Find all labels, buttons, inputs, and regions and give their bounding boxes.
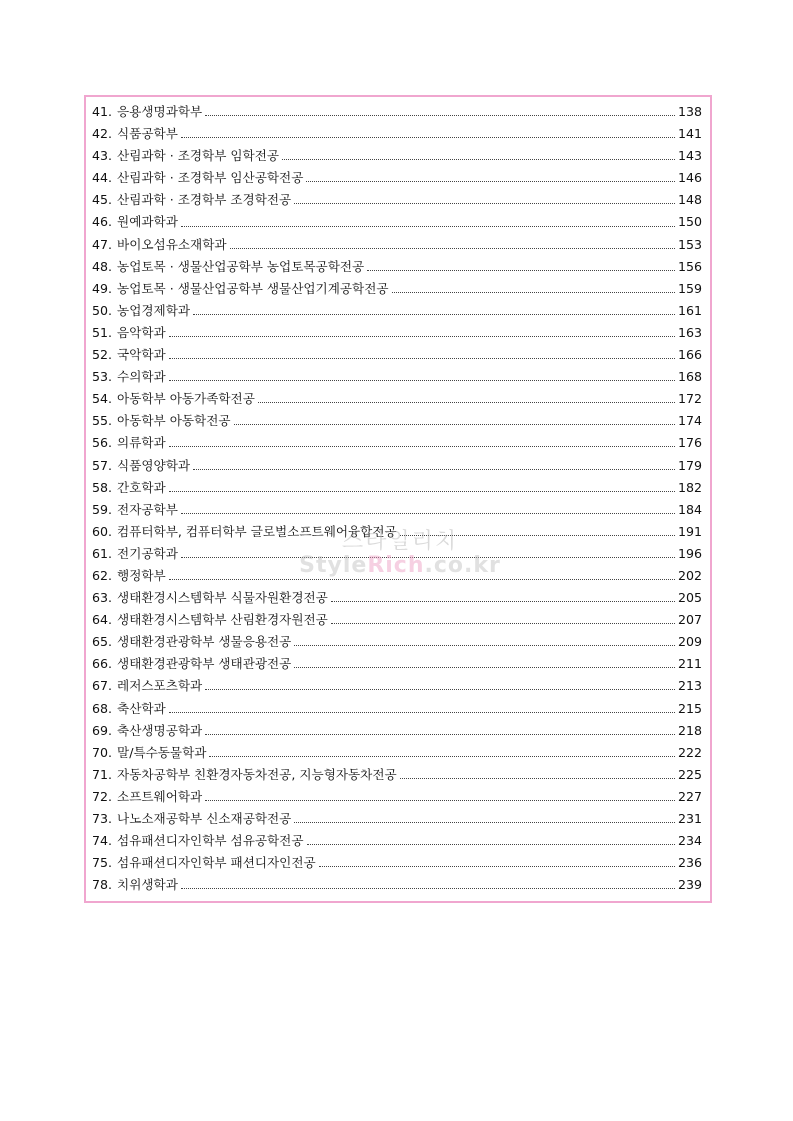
toc-entry[interactable] xyxy=(92,344,702,366)
dotted-leader xyxy=(319,865,675,867)
toc-entry-page: 174 xyxy=(677,413,702,429)
toc-entry-page: 168 xyxy=(677,369,702,385)
toc-entry[interactable] xyxy=(92,742,702,764)
toc-entry[interactable] xyxy=(92,300,702,322)
dotted-leader xyxy=(181,556,675,558)
toc-entry[interactable] xyxy=(92,698,702,720)
toc-entry-number: 51. xyxy=(92,324,113,340)
toc-entry-number: 55. xyxy=(92,413,113,429)
toc-entry-page: 211 xyxy=(677,656,702,672)
toc-entry-number: 62. xyxy=(92,567,113,583)
toc-entry-title: 섬유패션디자인학부 섬유공학전공 xyxy=(117,833,304,849)
dotted-leader xyxy=(331,622,675,624)
toc-entry-title: 생태환경관광학부 생물응용전공 xyxy=(117,634,292,650)
dotted-leader xyxy=(294,202,675,204)
toc-entry[interactable] xyxy=(92,211,702,233)
dotted-leader xyxy=(169,335,675,337)
toc-entry-number: 41. xyxy=(92,104,113,119)
toc-entry-title: 생태환경시스템학부 산림환경자원전공 xyxy=(117,612,328,628)
toc-entry-number: 72. xyxy=(92,788,113,804)
toc-entry-number: 71. xyxy=(92,766,113,782)
toc-entry[interactable] xyxy=(92,587,702,609)
toc-entry-number: 73. xyxy=(92,811,113,826)
toc-entry-title: 산림과학 · 조경학부 임학전공 xyxy=(117,148,280,164)
toc-entry-title: 농업토목 · 생물산업공학부 농업토목공학전공 xyxy=(117,258,365,274)
toc-entry-number: 68. xyxy=(92,700,113,716)
toc-entry-page: 148 xyxy=(677,192,702,208)
toc-entry-number: 50. xyxy=(92,302,113,318)
toc-entry[interactable] xyxy=(92,786,702,808)
watermark-prefix: Style xyxy=(299,553,368,578)
toc-entry-page: 225 xyxy=(677,766,702,782)
dotted-leader xyxy=(367,269,675,271)
toc-entry-page: 156 xyxy=(677,258,702,274)
toc-entry-title: 수의학과 xyxy=(117,369,166,385)
toc-entry[interactable] xyxy=(92,764,702,786)
toc-entry[interactable] xyxy=(92,565,702,587)
toc-entry-title: 섬유패션디자인학부 패션디자인전공 xyxy=(117,855,316,871)
toc-entry-page: 209 xyxy=(677,634,702,650)
dotted-leader xyxy=(169,445,675,447)
toc-entry-title: 응용생명과학부 xyxy=(117,104,203,119)
toc-entry-title: 말/특수동물학과 xyxy=(117,744,207,760)
toc-entry-title: 자동차공학부 친환경자동차전공, 지능형자동차전공 xyxy=(117,766,397,782)
toc-box xyxy=(84,95,712,903)
dotted-leader xyxy=(294,666,675,668)
toc-entry-page: 153 xyxy=(677,236,702,252)
toc-entry-number: 47. xyxy=(92,236,113,252)
toc-entry-title: 축산생명공학과 xyxy=(117,722,203,738)
toc-entry-page: 191 xyxy=(677,523,702,539)
toc-entry-title: 치위생학과 xyxy=(117,877,178,893)
toc-entry[interactable] xyxy=(92,145,702,167)
dotted-leader xyxy=(169,357,675,359)
toc-entry-page: 213 xyxy=(677,678,702,694)
toc-entry-title: 농업경제학과 xyxy=(117,302,191,318)
toc-entry-title: 전자공학부 xyxy=(117,501,178,517)
toc-entry-number: 44. xyxy=(92,170,113,186)
dotted-leader xyxy=(294,821,675,823)
toc-entry-number: 59. xyxy=(92,501,113,517)
toc-entry-number: 58. xyxy=(92,479,113,495)
toc-entry-number: 46. xyxy=(92,214,113,230)
toc-entry[interactable] xyxy=(92,278,702,300)
toc-entry-page: 184 xyxy=(677,501,702,517)
toc-entry[interactable] xyxy=(92,366,702,388)
dotted-leader xyxy=(169,578,675,580)
toc-entry-number: 45. xyxy=(92,192,113,208)
dotted-leader xyxy=(205,733,675,735)
toc-entry-title: 소프트웨어학과 xyxy=(117,788,203,804)
toc-entry[interactable] xyxy=(92,675,702,697)
dotted-leader xyxy=(181,512,675,514)
toc-entry-title: 식품공학부 xyxy=(117,126,178,142)
dotted-leader xyxy=(331,600,675,602)
toc-entry-page: 202 xyxy=(677,567,702,583)
dotted-leader xyxy=(205,688,675,690)
dotted-leader xyxy=(193,313,675,315)
toc-entry[interactable] xyxy=(92,631,702,653)
toc-entry-number: 78. xyxy=(92,877,113,893)
toc-entry-title: 국악학과 xyxy=(117,347,166,363)
watermark-accent: Rich xyxy=(367,553,425,578)
toc-entry[interactable] xyxy=(92,101,702,123)
dotted-leader xyxy=(181,887,675,889)
toc-entry-title: 바이오섬유소재학과 xyxy=(117,236,227,252)
toc-entry-title: 간호학과 xyxy=(117,479,166,495)
toc-entry-title: 행정학부 xyxy=(117,567,166,583)
toc-entry-page: 176 xyxy=(677,435,702,451)
toc-entry-page: 234 xyxy=(677,833,702,849)
toc-entry-title: 산림과학 · 조경학부 조경학전공 xyxy=(117,192,292,208)
dotted-leader xyxy=(400,777,675,779)
toc-entry[interactable] xyxy=(92,808,702,830)
toc-entry-title: 원예과학과 xyxy=(117,214,178,230)
dotted-leader xyxy=(392,291,675,293)
toc-entry[interactable] xyxy=(92,189,702,211)
dotted-leader xyxy=(234,423,675,425)
toc-entry[interactable] xyxy=(92,432,702,454)
toc-entry-title: 음악학과 xyxy=(117,324,166,340)
toc-entry-number: 74. xyxy=(92,833,113,849)
toc-entry-page: 218 xyxy=(677,722,702,738)
toc-entry-title: 농업토목 · 생물산업공학부 생물산업기계공학전공 xyxy=(117,280,389,296)
toc-entry-number: 52. xyxy=(92,347,113,363)
toc-entry-number: 63. xyxy=(92,590,113,606)
toc-entry-page: 196 xyxy=(677,545,702,561)
toc-entry-number: 53. xyxy=(92,369,113,385)
toc-entry-number: 67. xyxy=(92,678,113,694)
dotted-leader xyxy=(258,401,675,403)
toc-list xyxy=(92,101,702,896)
toc-entry-number: 61. xyxy=(92,545,113,561)
toc-entry-number: 69. xyxy=(92,722,113,738)
toc-entry-title: 전기공학과 xyxy=(117,545,178,561)
toc-entry-title: 아동학부 아동학전공 xyxy=(117,413,231,429)
toc-entry-page: 227 xyxy=(677,788,702,804)
toc-entry-number: 48. xyxy=(92,258,113,274)
dotted-leader xyxy=(400,534,675,536)
toc-entry-title: 아동학부 아동가족학전공 xyxy=(117,391,255,407)
toc-entry[interactable] xyxy=(92,874,702,896)
toc-entry-page: 207 xyxy=(677,612,702,628)
toc-entry-number: 42. xyxy=(92,126,113,142)
toc-entry-title: 컴퓨터학부, 컴퓨터학부 글로벌소프트웨어융합전공 xyxy=(117,523,397,539)
toc-entry-page: 205 xyxy=(677,590,702,606)
toc-entry-page: 222 xyxy=(677,744,702,760)
dotted-leader xyxy=(307,843,675,845)
toc-entry-page: 239 xyxy=(677,877,702,893)
toc-entry-number: 64. xyxy=(92,612,113,628)
toc-entry-number: 57. xyxy=(92,457,113,473)
toc-entry-title: 축산학과 xyxy=(117,700,166,716)
dotted-leader xyxy=(181,225,675,227)
dotted-leader xyxy=(169,711,675,713)
toc-entry-page: 141 xyxy=(677,126,702,142)
toc-entry-title: 생태환경관광학부 생태관광전공 xyxy=(117,656,292,672)
toc-entry-number: 43. xyxy=(92,148,113,164)
toc-entry-page: 215 xyxy=(677,700,702,716)
dotted-leader xyxy=(209,755,675,757)
toc-entry-number: 70. xyxy=(92,744,113,760)
toc-entry-number: 60. xyxy=(92,523,113,539)
toc-entry-page: 146 xyxy=(677,170,702,186)
toc-entry[interactable] xyxy=(92,322,702,344)
dotted-leader xyxy=(205,799,675,801)
toc-entry[interactable] xyxy=(92,455,702,477)
toc-entry-number: 66. xyxy=(92,656,113,672)
dotted-leader xyxy=(205,114,675,116)
dotted-leader xyxy=(306,180,675,182)
toc-entry-title: 레저스포츠학과 xyxy=(117,678,203,694)
toc-entry[interactable] xyxy=(92,521,702,543)
toc-entry-number: 75. xyxy=(92,855,113,871)
toc-entry-number: 49. xyxy=(92,280,113,296)
dotted-leader xyxy=(230,247,675,249)
toc-entry-page: 172 xyxy=(677,391,702,407)
toc-entry[interactable] xyxy=(92,477,702,499)
dotted-leader xyxy=(181,136,675,138)
dotted-leader xyxy=(294,644,675,646)
toc-entry[interactable] xyxy=(92,720,702,742)
watermark-korean-text: 스타일리치 xyxy=(341,529,459,554)
toc-entry-number: 56. xyxy=(92,435,113,451)
toc-entry-page: 159 xyxy=(677,280,702,296)
toc-entry[interactable] xyxy=(92,543,702,565)
toc-entry[interactable] xyxy=(92,388,702,410)
toc-entry-page: 161 xyxy=(677,302,702,318)
toc-entry[interactable] xyxy=(92,609,702,631)
toc-entry-page: 179 xyxy=(677,457,702,473)
toc-entry-page: 163 xyxy=(677,324,702,340)
toc-entry[interactable] xyxy=(92,167,702,189)
toc-entry-page: 138 xyxy=(677,104,702,119)
toc-entry-page: 150 xyxy=(677,214,702,230)
toc-entry-title: 나노소재공학부 신소재공학전공 xyxy=(117,811,292,826)
toc-entry-page: 182 xyxy=(677,479,702,495)
toc-entry[interactable] xyxy=(92,234,702,256)
toc-entry-number: 54. xyxy=(92,391,113,407)
toc-entry-page: 166 xyxy=(677,347,702,363)
toc-entry-page: 231 xyxy=(677,811,702,826)
toc-entry[interactable] xyxy=(92,653,702,675)
toc-entry-title: 식품영양학과 xyxy=(117,457,191,473)
toc-entry-page: 236 xyxy=(677,855,702,871)
toc-entry[interactable] xyxy=(92,499,702,521)
toc-entry[interactable] xyxy=(92,410,702,432)
toc-entry-title: 생태환경시스템학부 식물자원환경전공 xyxy=(117,590,328,606)
dotted-leader xyxy=(169,379,675,381)
toc-entry-page: 143 xyxy=(677,148,702,164)
toc-entry-title: 산림과학 · 조경학부 임산공학전공 xyxy=(117,170,304,186)
toc-entry[interactable] xyxy=(92,830,702,852)
toc-entry-title: 의류학과 xyxy=(117,435,166,451)
dotted-leader xyxy=(169,490,675,492)
toc-entry[interactable] xyxy=(92,256,702,278)
watermark-suffix: .co.kr xyxy=(424,553,501,578)
dotted-leader xyxy=(282,158,675,160)
toc-entry[interactable] xyxy=(92,852,702,874)
toc-entry[interactable] xyxy=(92,123,702,145)
toc-entry-number: 65. xyxy=(92,634,113,650)
dotted-leader xyxy=(193,468,675,470)
